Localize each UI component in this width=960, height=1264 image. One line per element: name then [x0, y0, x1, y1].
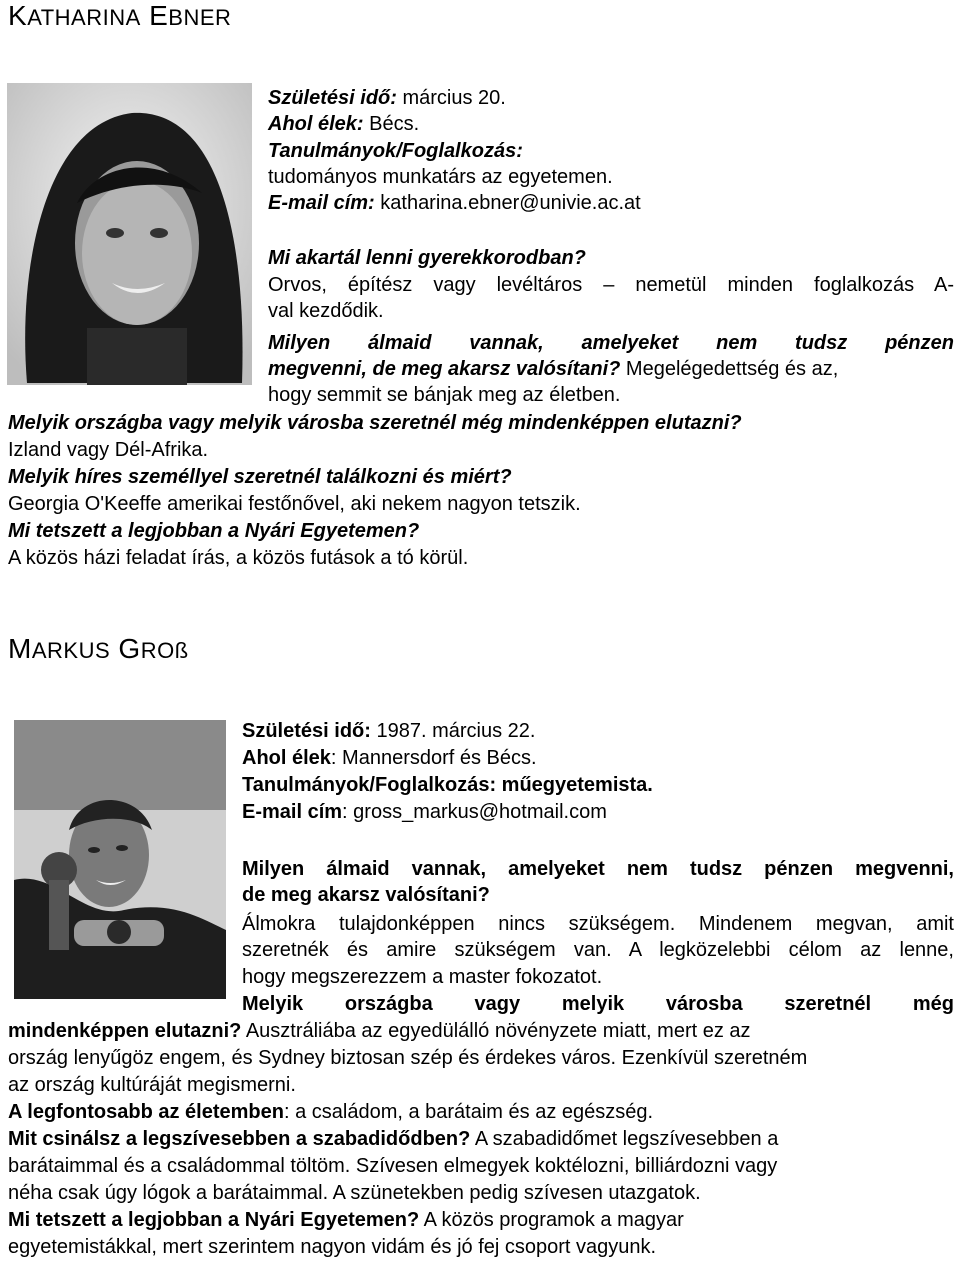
- study-value: tudományos munkatárs az egyetemen.: [268, 166, 613, 188]
- live-value: Mannersdorf és Bécs.: [336, 747, 537, 769]
- question-2-line2-wrap: [8, 1018, 751, 1044]
- answer-5: A közös házi feladat írás, a közös futások a tó körül.: [8, 547, 469, 569]
- answer-3: : a családom, a barátaim és az egészség.: [283, 1101, 654, 1123]
- answer-2-line3: az ország kultúráját megismerni.: [8, 1074, 296, 1096]
- question-5: Mi tetszett a legjobban a Nyári Egyetemen?: [8, 520, 420, 542]
- email-line: [242, 799, 607, 825]
- birth-line: [242, 718, 535, 744]
- email-value[interactable]: katharina.ebner@univie.ac.at: [374, 192, 641, 214]
- name-rest: ARKUS: [31, 638, 111, 663]
- question-1-line1: Milyen álmaid vannak, amelyeket nem tudsz pénzen megvenni,: [242, 858, 954, 880]
- person2-photo: [14, 720, 226, 999]
- answer-1-line3: hogy megszerezzem a master fokozatot.: [242, 966, 603, 988]
- answer-1-line1: Orvos, építész vagy levéltáros – nemetül minden foglalkozás A-: [268, 274, 954, 296]
- name-initial: M: [8, 633, 32, 664]
- answer-2-line1: Ausztráliába az egyedülálló növényzete miatt, mert ez az: [241, 1020, 751, 1042]
- surname-rest: BNER: [168, 5, 232, 30]
- answer-4-line2: barátaimmal és a családommal töltöm. Szívesen elmegyek koktélozni, billiárdozni vagy: [8, 1155, 778, 1177]
- person2-name-heading: [8, 633, 189, 665]
- question-2-line2: mindenképpen elutazni?: [8, 1020, 242, 1042]
- question-3: A legfontosabb az életemben: [8, 1101, 284, 1123]
- question-2-line1: Melyik országba vagy melyik városba szeretnél még: [242, 993, 954, 1015]
- surname-initial: G: [118, 633, 141, 664]
- question-4: Melyik híres személlyel szeretnél találkozni és miért?: [8, 466, 512, 488]
- person1-name-heading: [8, 0, 231, 32]
- answer-4: Georgia O'Keeffe amerikai festőnővel, aki nekem nagyon tetszik.: [8, 493, 581, 515]
- email-label: E-mail cím:: [268, 192, 375, 214]
- study-label: Tanulmányok/Foglalkozás: [242, 774, 490, 796]
- birth-value: 1987. március 22.: [370, 720, 536, 742]
- live-line: [268, 111, 419, 137]
- live-colon: :: [330, 747, 337, 769]
- question-4: Mit csinálsz a legszívesebben a szabadidődben?: [8, 1128, 471, 1150]
- study-value: : műegyetemista.: [489, 774, 653, 796]
- question-2-line2-wrap: [268, 356, 838, 382]
- question-1: Mi akartál lenni gyerekkorodban?: [268, 247, 586, 269]
- question-2-line1: Milyen álmaid vannak, amelyeket nem tudsz pénzen: [268, 332, 954, 354]
- surname-rest: ROß: [140, 638, 189, 663]
- question-4-line: [8, 1126, 778, 1152]
- live-label: Ahol élek:: [268, 113, 364, 135]
- study-line: [242, 772, 653, 798]
- email-line: [268, 190, 641, 216]
- email-value[interactable]: : gross_markus@hotmail.com: [342, 801, 607, 823]
- answer-3: Izland vagy Dél-Afrika.: [8, 439, 209, 461]
- birth-label: Születési idő: [242, 720, 365, 742]
- name-initial: K: [8, 0, 28, 31]
- answer-1-line1: Álmokra tulajdonképpen nincs szükségem. Mindenem megvan, amit: [242, 913, 954, 935]
- answer-5-line2: egyetemistákkal, mert szerintem nagyon vidám és jó fej csoport vagyunk.: [8, 1236, 657, 1258]
- question-5: Mi tetszett a legjobban a Nyári Egyetemen?: [8, 1209, 420, 1231]
- question-5-line: [8, 1207, 684, 1233]
- portrait-image: [14, 720, 226, 999]
- question-3: Melyik országba vagy melyik városba szeretnél még mindenképpen elutazni?: [8, 412, 742, 434]
- live-label: Ahol élek: [242, 747, 331, 769]
- answer-1-line2: val kezdődik.: [268, 300, 384, 322]
- live-line: [242, 745, 537, 771]
- question-2-line2: megvenni, de meg akarsz valósítani?: [268, 358, 621, 380]
- name-rest: ATHARINA: [27, 5, 141, 30]
- portrait-image: [7, 83, 252, 385]
- birth-colon: :: [364, 720, 371, 742]
- email-label: E-mail cím: [242, 801, 343, 823]
- birth-label: Születési idő:: [268, 87, 397, 109]
- birth-line: [268, 85, 506, 111]
- answer-4-line3: néha csak úgy lógok a barátaimmal. A szünetekben pedig szívesen utazgatok.: [8, 1182, 701, 1204]
- live-value: Bécs.: [363, 113, 420, 135]
- answer-5-line1: A közös programok a magyar: [419, 1209, 684, 1231]
- answer-2-line2: hogy semmit se bánjak meg az életben.: [268, 384, 621, 406]
- person1-photo: [7, 83, 252, 385]
- surname-initial: E: [149, 0, 169, 31]
- study-label: Tanulmányok/Foglalkozás:: [268, 140, 523, 162]
- question-1-line2: de meg akarsz valósítani?: [242, 884, 490, 906]
- question-3-line: [8, 1099, 653, 1125]
- answer-4-line1: A szabadidőmet legszívesebben a: [470, 1128, 779, 1150]
- answer-1-line2: szeretnék és amire szükségem van. A legközelebbi célom az lenne,: [242, 939, 954, 961]
- answer-2-line1: Megelégedettség és az,: [620, 358, 839, 380]
- birth-value: március 20.: [396, 87, 506, 109]
- answer-2-line2: ország lenyűgöz engem, és Sydney biztosan szép és érdekes város. Ezenkívül szeretném: [8, 1047, 808, 1069]
